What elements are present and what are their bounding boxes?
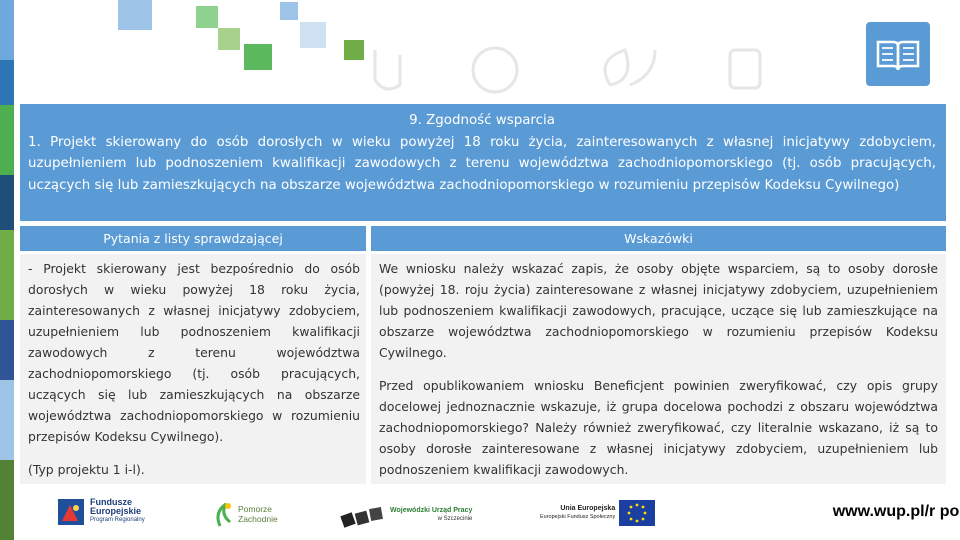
fe-line1: Fundusze	[90, 497, 132, 507]
section-header	[20, 104, 946, 221]
footer-logos	[0, 486, 960, 540]
wup-line1: Wojewódzki Urząd Pracy	[390, 507, 473, 514]
section-title: 9. Zgodność wsparcia	[409, 113, 555, 128]
leaf-icon	[605, 50, 628, 85]
book-icon	[866, 22, 930, 86]
left-color-strip	[0, 0, 14, 540]
column-header-questions: Pytania z listy sprawdzającej	[20, 226, 366, 251]
pz-emblem-icon	[216, 500, 236, 528]
hint-text-1: We wniosku należy wskazać zapis, że osoby objęte wsparciem, są to osoby dorosłe (powyżej 18. roju życia) zainteresowane z własnej inicjatywy zdobyciem, uzupełnieniem lub podnoszeniem kwalifikacji zawodowych, pracujące, uczące się lub zamieszkujące na obszarze województwa zachodniopomorskiego w rozumieniu przepisów Kodeksu Cywilnego.	[379, 261, 938, 360]
pz-line1: Pomorze	[238, 504, 273, 514]
logo-wup-szczecin	[340, 500, 472, 530]
ue-line1: Unia Europejska	[560, 505, 616, 512]
website-url[interactable]: www.wup.pl/r po	[832, 503, 960, 540]
pz-line2: Zachodnie	[238, 514, 278, 524]
tram-icon	[730, 50, 760, 88]
column-header-hints: Wskazówki	[371, 226, 946, 251]
ue-line2: Europejski Fundusz Społeczny	[540, 514, 616, 520]
logo-pomorze-zachodnie	[216, 500, 278, 528]
wup-line2: w Szczecinie	[437, 516, 473, 522]
fe-line3: Program Regionalny	[90, 517, 145, 523]
question-text: - Projekt skierowany jest bezpośrednio do osób dorosłych w wieku powyżej 18 roku życia, zainteresowanych z własnej inicjatywy zdobyciem, uzupełnieniem lub podnoszeniem kwalifikacji zawodowych z terenu województwa zachodniopomorskiego (tj. osób pracujących, uczących się lub zamieszkujących na obszarze województwa zachodniopomorskiego w rozumieniu przepisów Kodeksu Cywilnego).	[28, 261, 360, 444]
hint-text-2: Przed opublikowaniem wniosku Beneficjent powinien zweryfikować, czy opis grupy docelowej jednoznacznie wskazuje, iż grupa docelowa pochodzi z obszaru województwa zachodniopomorskiego? Należy również zweryfikować, czy literalnie wskazano, iż są to osoby dorosłe zainteresowane z własnej inicjatywy zdobyciem, uzupełnieniem lub podnoszeniem kwalifikacji zawodowych.	[379, 378, 938, 477]
logo-fundusze-europejskie	[58, 498, 145, 525]
fe-emblem-icon	[58, 499, 86, 525]
hand-icon	[375, 50, 400, 89]
section-description: 1. Projekt skierowany do osób dorosłych w wieku powyżej 18 roku życia, zainteresowanych z własnej inicjatywy zdobyciem, uzupełnieniem lub podnoszeniem kwalifikacji zawodowych z terenu województwa zachodniopomorskiego (tj. osób pracujących, uczących się lub zamieszkujących na obszarze województwa zachodniopomorskiego w rozumieniu przepisów Kodeksu Cywilnego)	[28, 134, 936, 193]
questions-cell	[20, 254, 366, 484]
fan-icon	[473, 48, 517, 92]
hints-cell	[371, 254, 946, 484]
logo-unia-europejska	[540, 500, 655, 526]
project-type-note: (Typ projektu 1 i-l).	[28, 462, 145, 477]
wup-emblem-icon	[340, 500, 386, 530]
fe-line2: Europejskie	[90, 506, 142, 516]
faint-decor-icons	[360, 40, 860, 100]
eu-flag-icon	[619, 500, 655, 526]
